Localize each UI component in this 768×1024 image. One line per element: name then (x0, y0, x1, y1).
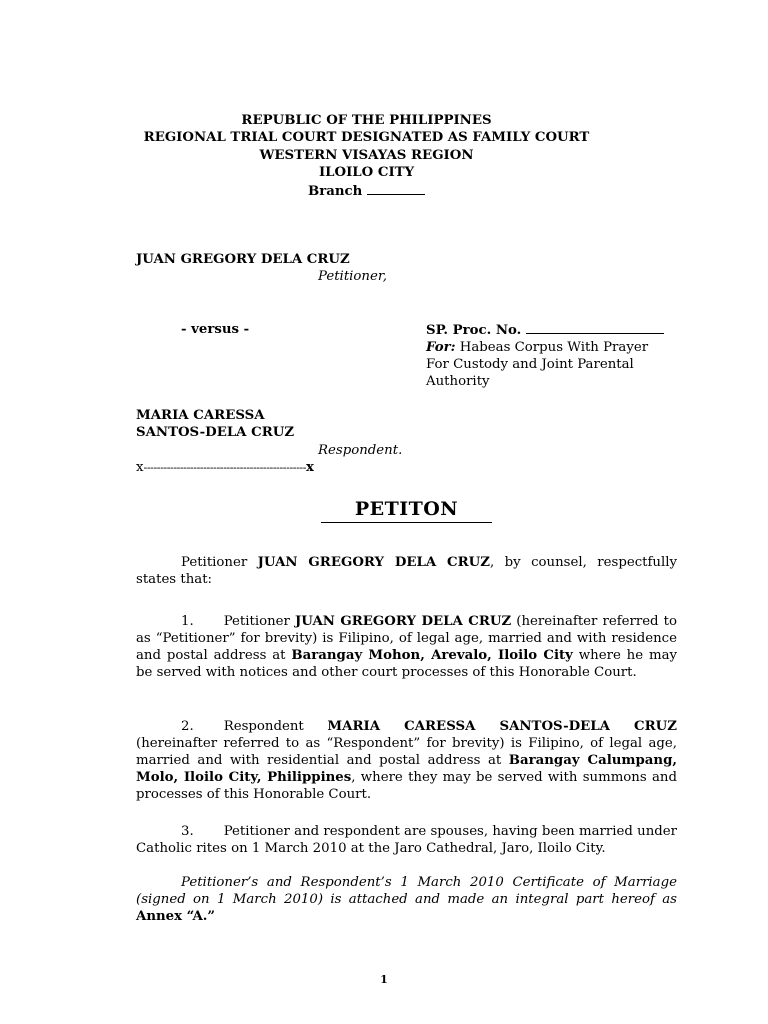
title-container (321, 497, 492, 523)
for-text-2: For Custody and Joint Parental (426, 357, 634, 372)
for-text-3: Authority (426, 374, 490, 389)
paragraph-1 (136, 613, 677, 681)
separator-end: x (306, 460, 314, 475)
para1-number: 1. (181, 614, 194, 629)
branch-blank (367, 182, 425, 195)
separator-dots: ------------------------------------------------- (143, 461, 307, 474)
intro-paragraph (136, 554, 677, 588)
para1-post: where he may be served with notices and other court processes of this Honorable Court. (136, 648, 678, 680)
para2-pre: Respondent (223, 719, 328, 734)
caption-branch (56, 182, 677, 200)
case-info (426, 321, 686, 390)
para3-text: Petitioner and respondent are spouses, having been married under Catholic rites on 1 March 2010 at the Jaro Cathedral, Jaro, Iloilo City. (136, 824, 677, 856)
petitioner-name: JUAN GREGORY DELA CRUZ (136, 252, 350, 267)
caption-republic: REPUBLIC OF THE PHILIPPINES (241, 113, 492, 128)
para1-pre: Petitioner (223, 614, 295, 629)
respondent-role: Respondent. (318, 443, 403, 458)
for-text-1: Habeas Corpus With Prayer (459, 340, 649, 355)
court-caption (136, 112, 677, 200)
caption-separator (136, 459, 314, 476)
paragraph-3 (136, 823, 677, 857)
annex-label: Annex “A.” (136, 909, 216, 924)
for-line-1 (426, 339, 686, 356)
page-number: 1 (380, 973, 388, 986)
para1-mid: (hereinafter referred to as “Petitioner” for brevity) is Filipino, of legal age, married and with residence and postal address at (136, 614, 677, 663)
intro-post: , by counsel, respectfully states that: (136, 555, 678, 587)
document-title: PETITON (354, 498, 459, 520)
para2-address: Barangay Calumpang, Molo, Iloilo City, Philippines (136, 753, 678, 785)
paragraph-2 (136, 718, 677, 803)
petitioner-role: Petitioner, (318, 269, 387, 284)
annex-paragraph (136, 874, 677, 925)
para2-mid: (hereinafter referred to as “Respondent” for brevity) is Filipino, of legal age, married and with residential and postal address at (136, 736, 677, 768)
respondent-name-1: MARIA CARESSA (136, 408, 265, 423)
para1-name: JUAN GREGORY DELA CRUZ (294, 614, 512, 629)
para2-post: , where they may be served with summons and processes of this Honorable Court. (136, 770, 677, 802)
para2-name: MARIA CARESSA SANTOS-DELA CRUZ (327, 719, 677, 734)
caption-city: ILOILO CITY (318, 165, 415, 181)
proc-blank (526, 321, 664, 334)
versus-label: - versus - (181, 322, 250, 337)
para3-number: 3. (181, 824, 194, 839)
proc-label: SP. Proc. No. (426, 323, 522, 338)
intro-pre: Petitioner (181, 555, 258, 570)
para2-number: 2. (181, 719, 194, 734)
branch-label: Branch (308, 183, 363, 199)
intro-name: JUAN GREGORY DELA CRUZ (257, 555, 490, 570)
for-label: For: (426, 340, 456, 355)
proc-number-line (426, 321, 686, 339)
annex-text: Petitioner’s and Respondent’s 1 March 2010 Certificate of Marriage (signed on 1 March 2010) is attached and made an integral part hereof as (136, 875, 677, 907)
separator-start: x (136, 460, 144, 475)
caption-region: WESTERN VISAYAS REGION (259, 147, 474, 163)
caption-court: REGIONAL TRIAL COURT DESIGNATED AS FAMILY COURT (143, 130, 590, 146)
para1-address: Barangay Mohon, Arevalo, Iloilo City (291, 648, 573, 663)
respondent-name-2: SANTOS-DELA CRUZ (136, 425, 295, 440)
